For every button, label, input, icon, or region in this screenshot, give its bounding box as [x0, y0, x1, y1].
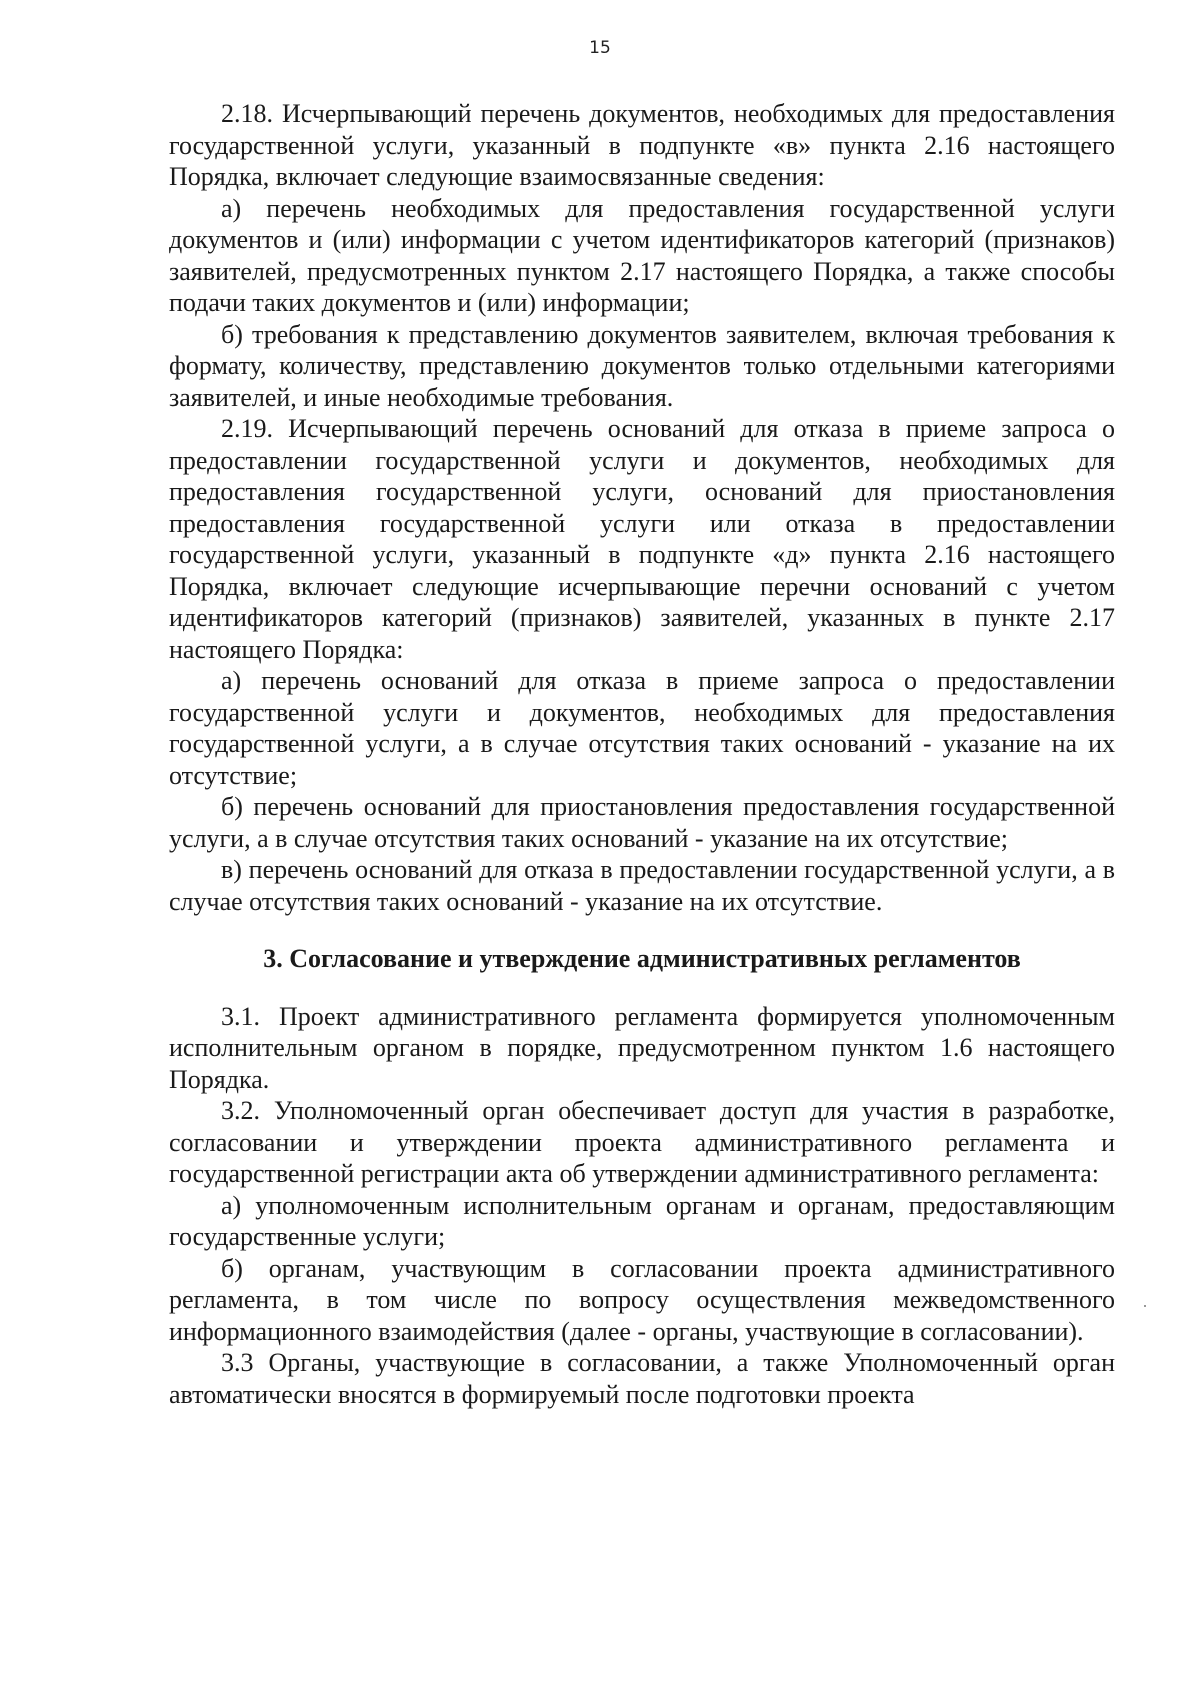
paragraph-3-2: 3.2. Уполномоченный орган обеспечивает доступ для участия в разработке, согласовании и утверждении проекта административного регламента и государственной регистрации акта об утверждении административного регламента:	[169, 1096, 1115, 1188]
section-3-heading: 3. Согласование и утверждение административных регламентов	[263, 944, 1021, 973]
paragraph-2-19-v: в) перечень оснований для отказа в предоставлении государственной услуги, а в случае отсутствия таких оснований - указание на их отсутствие.	[169, 855, 1115, 916]
paragraph-2-18-b: б) требования к представлению документов заявителем, включая требования к формату, количеству, представлению документов только отдельными категориями заявителей, и иные необходимые требования.	[169, 319, 1115, 412]
paragraph-2-19-a: а) перечень оснований для отказа в приеме запроса о предоставлении государственной услуги и документов, необходимых для предоставления государственной услуги, а в случае отсутствия таких оснований - указание на их отсутствие;	[169, 666, 1115, 790]
paragraph-2-19-b: б) перечень оснований для приостановления предоставления государственной услуги, а в случае отсутствия таких оснований - указание на их отсутствие;	[169, 792, 1115, 853]
paragraph-2-19: 2.19. Исчерпывающий перечень оснований для отказа в приеме запроса о предоставлении государственной услуги и документов, необходимых для предоставления государственной услуги, оснований для приостановления предоставления государственной услуги или отказа в предоставлении государственной услуги, указанный в подпункте «д» пункта 2.16 настоящего Порядка, включает следующие исчерпывающие перечни оснований с учетом идентификаторов категорий (признаков) заявителей, указанных в пункте 2.17 настоящего Порядка:	[169, 414, 1115, 664]
page-number: 15	[589, 38, 611, 58]
document-body	[169, 98, 1115, 1410]
paragraph-3-3: 3.3 Органы, участвующие в согласовании, а также Уполномоченный орган автоматически вносятся в формируемый после подготовки проекта	[169, 1348, 1115, 1409]
paragraph-3-1: 3.1. Проект административного регламента формируется уполномоченным исполнительным органом в порядке, предусмотренном пунктом 1.6 настоящего Порядка.	[169, 1001, 1115, 1094]
paragraph-3-2-b: б) органам, участвующим в согласовании проекта административного регламента, в том числе по вопросу осуществления межведомственного информационного взаимодействия (далее - органы, участвующие в согласовании).	[169, 1253, 1115, 1346]
paragraph-3-2-a: а) уполномоченным исполнительным органам и органам, предоставляющим государственные услуги;	[169, 1190, 1115, 1251]
paragraph-2-18: 2.18. Исчерпывающий перечень документов, необходимых для предоставления государственной услуги, указанный в подпункте «в» пункта 2.16 настоящего Порядка, включает следующие взаимосвязанные сведения:	[169, 99, 1115, 191]
paragraph-2-18-a: а) перечень необходимых для предоставления государственной услуги документов и (или) информации с учетом идентификаторов категорий (признаков) заявителей, предусмотренных пунктом 2.17 настоящего Порядка, а также способы подачи таких документов и (или) информации;	[169, 193, 1115, 317]
scan-artifact	[1144, 1305, 1146, 1307]
